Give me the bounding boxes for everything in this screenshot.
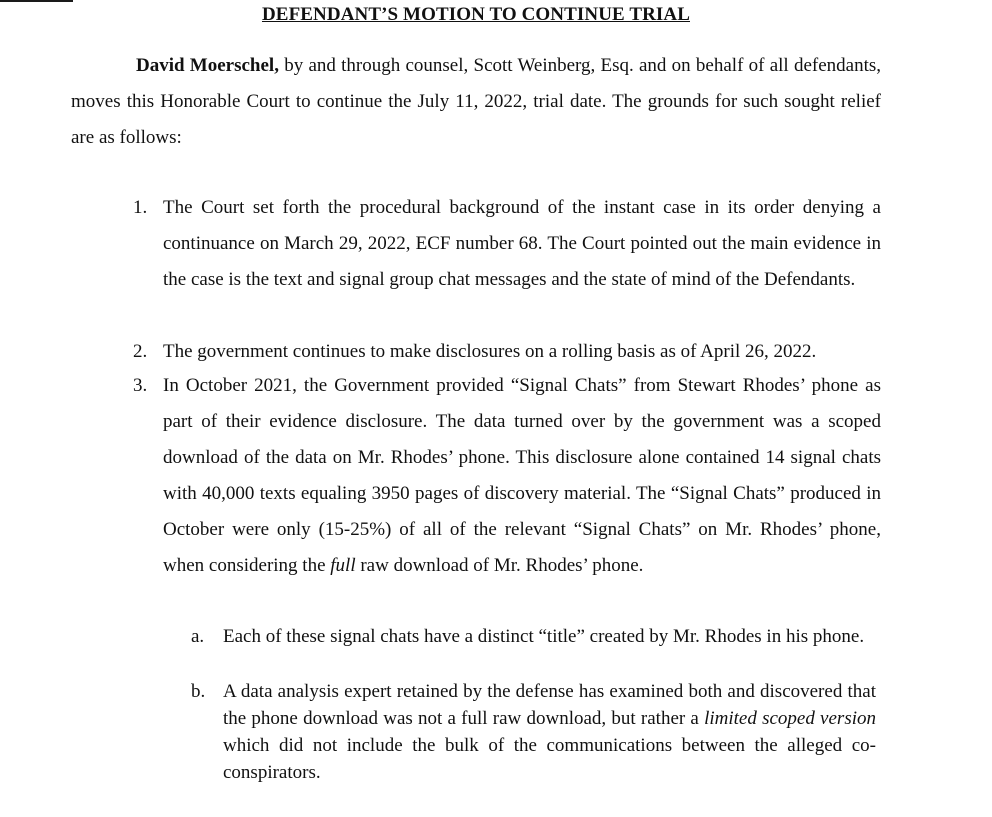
list-item	[133, 334, 881, 370]
sub-item-emphasis: limited scoped version	[704, 708, 876, 729]
sub-item-letter: b.	[191, 681, 206, 702]
item-text: The Court set forth the procedural background of the instant case in its order denying a continuance on March 29, 2022, ECF number 68. The Court pointed out the main evidence in the case is the text and signal group chat messages and the state of mind of the Defendants.	[163, 197, 881, 290]
sub-item-text: A data analysis expert retained by the defense has examined both and discovered that the phone download was not a full raw download, but rather a	[223, 681, 876, 729]
sub-item-letter: a.	[191, 626, 205, 647]
top-rule	[0, 0, 73, 2]
item-text: In October 2021, the Government provided “Signal Chats” from Stewart Rhodes’ phone as part of their evidence disclosure. The data turned over by the government was a scoped download of the data on Mr. Rhodes’ phone. This disclosure alone contained 14 signal chats with 40,000 texts equaling 3950 pages of discovery material. The “Signal Chats” produced in October were only (15-25%) of all of the relevant “Signal Chats” on Mr. Rhodes’ phone, when considering the	[163, 375, 881, 576]
document-title: DEFENDANT’S MOTION TO CONTINUE TRIAL	[261, 4, 690, 25]
item-number: 1.	[133, 197, 148, 218]
item-text: The government continues to make disclosures on a rolling basis as of April 26, 2022.	[163, 341, 817, 362]
sub-item-text: which did not include the bulk of the communications between the alleged co-conspirators.	[223, 735, 876, 783]
item-emphasis: full	[330, 555, 356, 576]
item-text: raw download of Mr. Rhodes’ phone.	[355, 555, 644, 576]
item-number: 2.	[133, 341, 148, 362]
sub-list-item	[191, 623, 876, 650]
list-item	[133, 368, 881, 584]
movant-name: David Moerschel,	[136, 55, 279, 76]
list-item	[133, 190, 881, 298]
intro-paragraph	[71, 48, 881, 156]
intro-text: by and through counsel, Scott Weinberg, Esq. and on behalf of all defendants, moves this Honorable Court to continue the July 11, 2022, trial date. The grounds for such sought relief are as follows:	[71, 55, 881, 148]
item-number: 3.	[133, 375, 148, 396]
sub-item-text: Each of these signal chats have a distinct “title” created by Mr. Rhodes in his phone.	[223, 626, 865, 647]
sub-list-item	[191, 678, 876, 786]
